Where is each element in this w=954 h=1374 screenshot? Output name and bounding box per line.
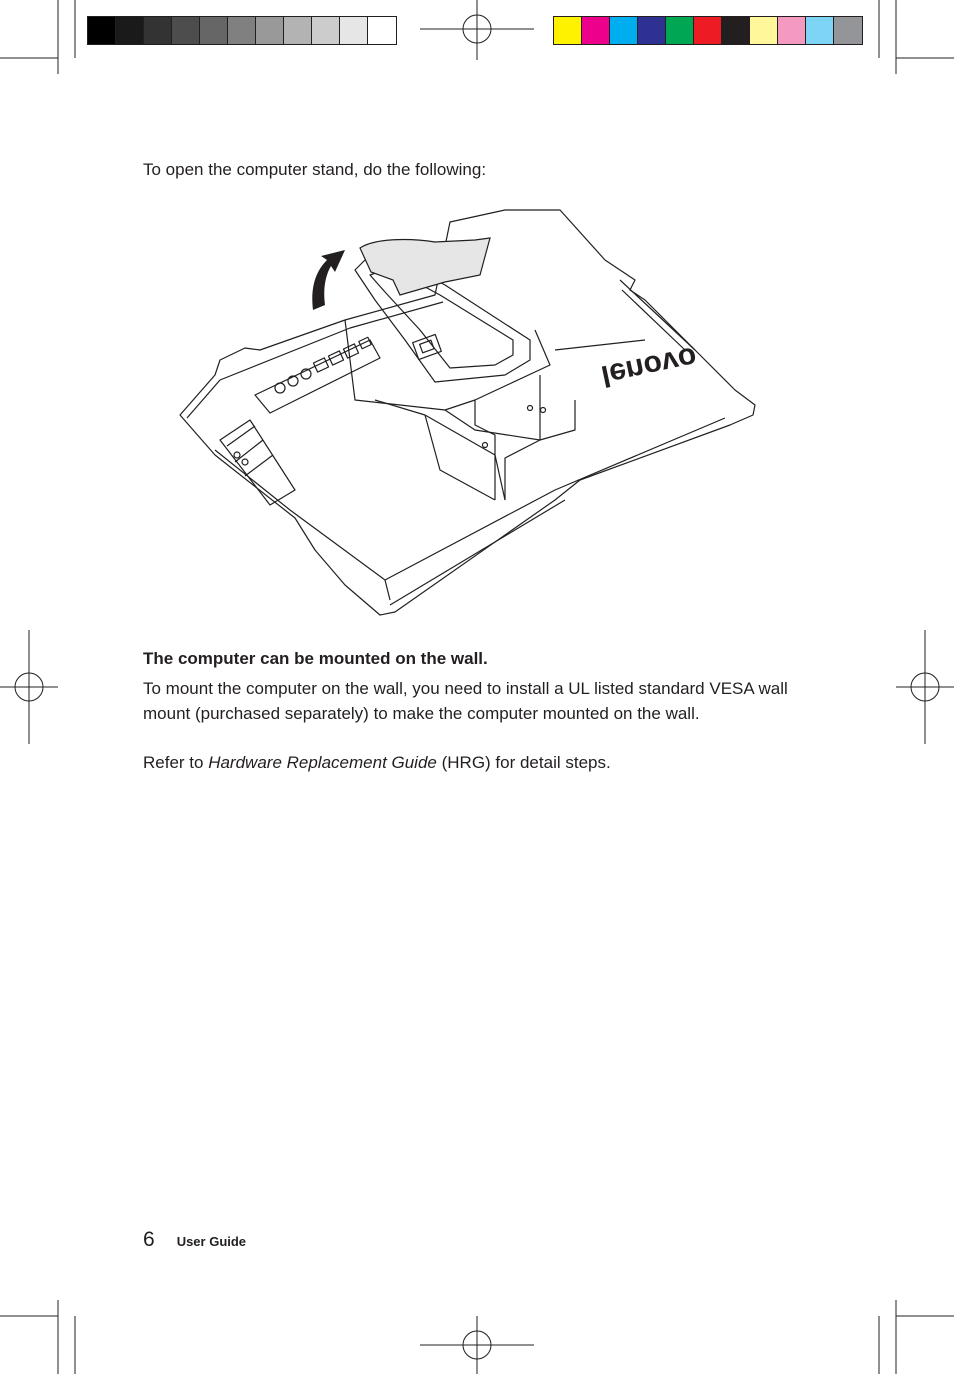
process-color-bar [553,16,863,45]
reference-paragraph [143,750,611,775]
gray-swatch [340,17,368,44]
color-swatch [750,17,778,44]
gray-swatch [172,17,200,44]
color-swatch [554,17,582,44]
gray-swatch [284,17,312,44]
brand-logo: lenovo [598,340,700,393]
reference-suffix: (HRG) for detail steps. [436,753,611,772]
reference-title: Hardware Replacement Guide [208,753,437,772]
page-footer [143,1228,246,1252]
page-number: 6 [143,1228,155,1251]
color-swatch [638,17,666,44]
gray-swatch [116,17,144,44]
color-swatch [778,17,806,44]
color-swatch [666,17,694,44]
reference-prefix: Refer to [143,753,209,772]
color-swatch [694,17,722,44]
color-swatch [610,17,638,44]
computer-stand-illustration [175,200,760,620]
gray-swatch [256,17,284,44]
section-heading: The computer can be mounted on the wall. [143,649,488,668]
grayscale-color-bar [87,16,397,45]
color-swatch [582,17,610,44]
gray-swatch [144,17,172,44]
gray-swatch [312,17,340,44]
gray-swatch [200,17,228,44]
gray-swatch [228,17,256,44]
gray-swatch [368,17,396,44]
gray-swatch [88,17,116,44]
intro-text: To open the computer stand, do the following: [143,160,487,179]
color-swatch [834,17,862,44]
wall-mount-paragraph: To mount the computer on the wall, you need to install a UL listed standard VESA wall mount (purchased separately) to make the computer mounted on the wall. [143,679,788,723]
color-swatch [722,17,750,44]
footer-label: User Guide [176,1234,247,1249]
color-swatch [806,17,834,44]
